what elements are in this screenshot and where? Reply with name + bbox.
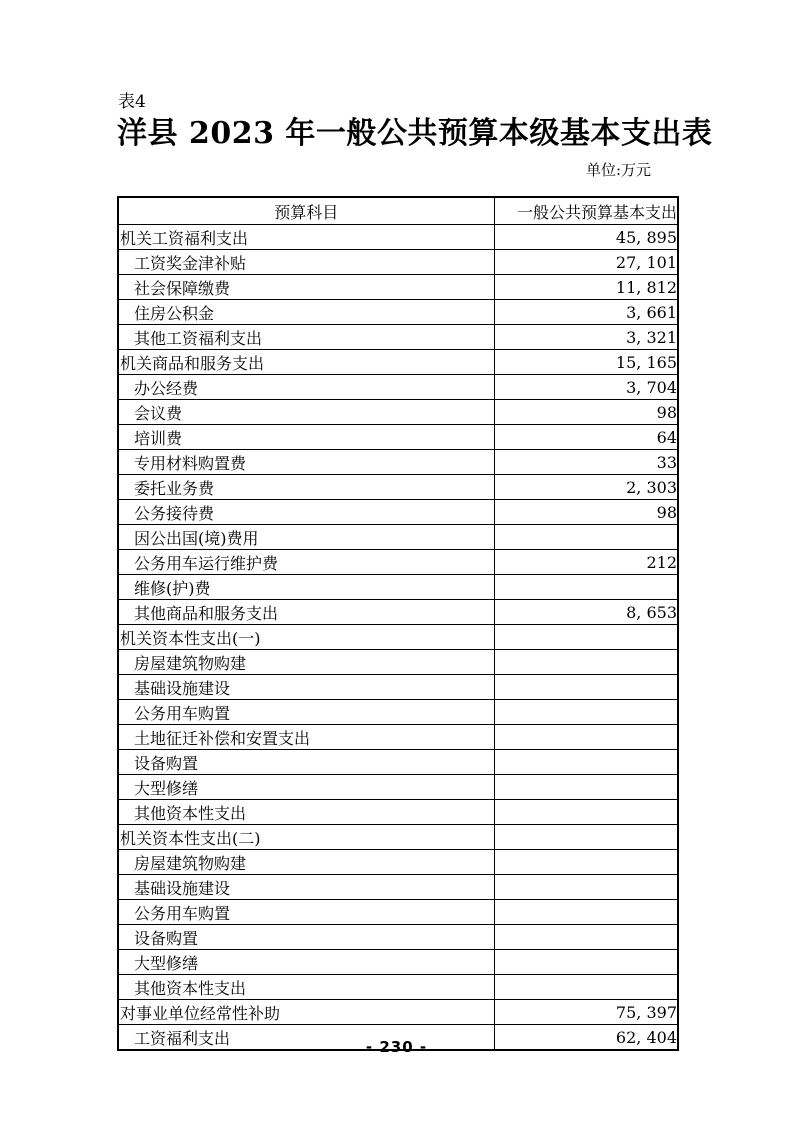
table-row (118, 600, 678, 625)
budget-item-label: 培训费 (118, 425, 494, 450)
budget-item-label: 公务用车购置 (118, 700, 494, 725)
budget-item-value (494, 575, 678, 600)
budget-item-label: 工资奖金津补贴 (118, 250, 494, 275)
budget-item-label: 土地征迁补偿和安置支出 (118, 725, 494, 750)
budget-item-value: 64 (494, 425, 678, 450)
budget-item-value (494, 875, 678, 900)
budget-item-value: 15, 165 (494, 350, 678, 375)
budget-item-label: 其他资本性支出 (118, 975, 494, 1000)
budget-item-value (494, 525, 678, 550)
budget-item-label: 因公出国(境)费用 (118, 525, 494, 550)
table-row (118, 1000, 678, 1025)
budget-item-value: 45, 895 (494, 225, 678, 250)
table-row (118, 675, 678, 700)
budget-item-value: 2, 303 (494, 475, 678, 500)
table-row (118, 425, 678, 450)
budget-item-label: 住房公积金 (118, 300, 494, 325)
budget-item-label: 大型修缮 (118, 950, 494, 975)
budget-item-value (494, 975, 678, 1000)
table-header (118, 197, 678, 225)
budget-item-label: 大型修缮 (118, 775, 494, 800)
table-row (118, 350, 678, 375)
budget-item-label: 委托业务费 (118, 475, 494, 500)
budget-item-value (494, 825, 678, 850)
table-row (118, 325, 678, 350)
table-row (118, 825, 678, 850)
column-header-amount: 一般公共预算基本支出 (494, 197, 678, 225)
budget-item-label: 社会保障缴费 (118, 275, 494, 300)
table-tag: 表4 (118, 92, 146, 112)
budget-item-value: 98 (494, 400, 678, 425)
table-row (118, 725, 678, 750)
budget-item-label: 专用材料购置费 (118, 450, 494, 475)
table-row (118, 525, 678, 550)
budget-item-label: 房屋建筑物购建 (118, 650, 494, 675)
table-row (118, 850, 678, 875)
budget-item-label: 会议费 (118, 400, 494, 425)
budget-item-value: 75, 397 (494, 1000, 678, 1025)
budget-item-value: 98 (494, 500, 678, 525)
budget-item-label: 设备购置 (118, 925, 494, 950)
table-row (118, 375, 678, 400)
table-row (118, 750, 678, 775)
budget-item-value (494, 900, 678, 925)
budget-item-value (494, 850, 678, 875)
table-row (118, 700, 678, 725)
table-row (118, 950, 678, 975)
budget-item-label: 工资福利支出 (118, 1025, 494, 1051)
table-row (118, 250, 678, 275)
table-body (118, 225, 678, 1051)
table-row (118, 800, 678, 825)
budget-item-value: 62, 404 (494, 1025, 678, 1051)
budget-item-label: 其他商品和服务支出 (118, 600, 494, 625)
budget-item-value: 8, 653 (494, 600, 678, 625)
table-row (118, 575, 678, 600)
budget-item-label: 公务接待费 (118, 500, 494, 525)
budget-item-value (494, 675, 678, 700)
budget-item-value (494, 650, 678, 675)
budget-item-label: 机关资本性支出(一) (118, 625, 494, 650)
budget-item-value (494, 725, 678, 750)
table-row (118, 650, 678, 675)
table-row (118, 925, 678, 950)
budget-item-label: 其他工资福利支出 (118, 325, 494, 350)
table-row (118, 450, 678, 475)
budget-table (117, 196, 679, 1051)
budget-item-value (494, 775, 678, 800)
table-row (118, 475, 678, 500)
unit-label: 单位:万元 (585, 161, 651, 179)
budget-item-label: 机关商品和服务支出 (118, 350, 494, 375)
page-number: - 230 - (365, 1038, 428, 1056)
table-row (118, 400, 678, 425)
column-header-subject: 预算科目 (118, 197, 494, 225)
budget-item-value: 3, 321 (494, 325, 678, 350)
budget-item-label: 基础设施建设 (118, 875, 494, 900)
page-title: 洋县 2023 年一般公共预算本级基本支出表 (117, 116, 713, 151)
table-row (118, 300, 678, 325)
budget-item-value: 3, 661 (494, 300, 678, 325)
header-row (118, 197, 678, 225)
budget-item-label: 办公经费 (118, 375, 494, 400)
budget-item-label: 对事业单位经常性补助 (118, 1000, 494, 1025)
budget-item-value: 212 (494, 550, 678, 575)
budget-item-label: 机关工资福利支出 (118, 225, 494, 250)
table-row (118, 550, 678, 575)
budget-item-label: 机关资本性支出(二) (118, 825, 494, 850)
budget-item-label: 维修(护)费 (118, 575, 494, 600)
table-row (118, 225, 678, 250)
budget-item-value: 33 (494, 450, 678, 475)
budget-item-label: 房屋建筑物购建 (118, 850, 494, 875)
budget-item-label: 设备购置 (118, 750, 494, 775)
budget-item-value: 27, 101 (494, 250, 678, 275)
table-row (118, 775, 678, 800)
budget-item-label: 基础设施建设 (118, 675, 494, 700)
budget-item-value (494, 700, 678, 725)
budget-item-value: 3, 704 (494, 375, 678, 400)
budget-item-value (494, 800, 678, 825)
budget-item-value (494, 925, 678, 950)
budget-item-value (494, 625, 678, 650)
table-row (118, 275, 678, 300)
table-row (118, 875, 678, 900)
budget-item-value (494, 950, 678, 975)
budget-item-value: 11, 812 (494, 275, 678, 300)
table-row (118, 500, 678, 525)
budget-item-label: 其他资本性支出 (118, 800, 494, 825)
budget-item-label: 公务用车运行维护费 (118, 550, 494, 575)
table-row (118, 975, 678, 1000)
table-row (118, 900, 678, 925)
budget-item-value (494, 750, 678, 775)
table-row (118, 625, 678, 650)
budget-item-label: 公务用车购置 (118, 900, 494, 925)
